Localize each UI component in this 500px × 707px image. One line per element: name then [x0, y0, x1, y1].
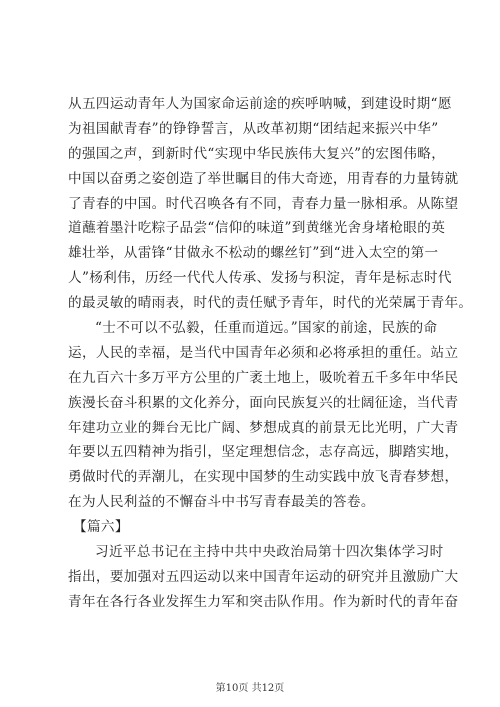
- body-text-line: 雄壮举，从雷锋“甘做永不松动的螺丝钉”到“进入太空的第一: [68, 245, 439, 262]
- body-text-line: 在为人民利益的不懈奋斗中书写青春最美的答卷。: [68, 494, 375, 511]
- body-text-line: 为祖国献青春”的铮铮誓言，从改革初期“团结起来振兴中华”: [68, 120, 439, 137]
- body-text-line: 勇做时代的弄潮儿，在实现中国梦的生动实践中放飞青春梦想，: [68, 469, 459, 486]
- body-text-line: 年建功立业的舞台无比广阔、梦想成真的前景无比光明，广大青: [68, 419, 459, 436]
- body-text-line: 的最灵敏的晴雨表，时代的责任赋予青年，时代的光荣属于青年。: [68, 295, 473, 312]
- body-text-line: 从五四运动青年人为国家命运前途的疾呼呐喊，到建设时期“愿: [68, 96, 452, 112]
- body-text-line: 运，人民的幸福，是当代中国青年必须和必将承担的重任。站立: [68, 344, 459, 361]
- body-text-line: 人”杨利伟，历经一代代人传承、发扬与积淀，青年是标志时代: [68, 270, 452, 287]
- body-text-line: 的强国之声，到新时代“实现中华民族伟大复兴”的宏图伟略，: [68, 145, 446, 162]
- body-text-line: 年要以五四精神为指引，坚定理想信念，志存高远，脚踏实地，: [68, 444, 459, 461]
- paragraph-first-line: 习近平总书记在主持中共中央政治局第十四次集体学习时: [95, 544, 444, 561]
- body-text-line: 族漫长奋斗积累的文化养分，面向民族复兴的壮阔征途，当代青: [68, 394, 459, 411]
- body-text-line: 在九百六十多万平方公里的广袤土地上，吸吮着五千多年中华民: [68, 369, 459, 386]
- body-text-line: 指出，要加强对五四运动以来中国青年运动的研究并且激励广大: [68, 568, 459, 585]
- body-text-line: 道蘸着墨汁吃粽子品尝“信仰的味道”到黄继光舍身堵枪眼的英: [68, 220, 446, 237]
- document-body: [68, 92, 473, 615]
- body-text-line: 中国以奋勇之姿创造了举世瞩目的伟大奇迹，用青春的力量铸就: [68, 170, 459, 187]
- section-heading: 【篇六】: [73, 519, 129, 536]
- body-text-line: 青年在各行各业发挥生力军和突击队作用。作为新时代的青年奋: [68, 593, 459, 610]
- page-number-footer: 第10页 共12页: [215, 683, 285, 694]
- paragraph-first-line: “士不可以不弘毅，任重而道远。”国家的前途，民族的命: [95, 320, 438, 337]
- body-text-line: 了青春的中国。时代召唤各有不同，青春力量一脉相承。从陈望: [68, 195, 459, 212]
